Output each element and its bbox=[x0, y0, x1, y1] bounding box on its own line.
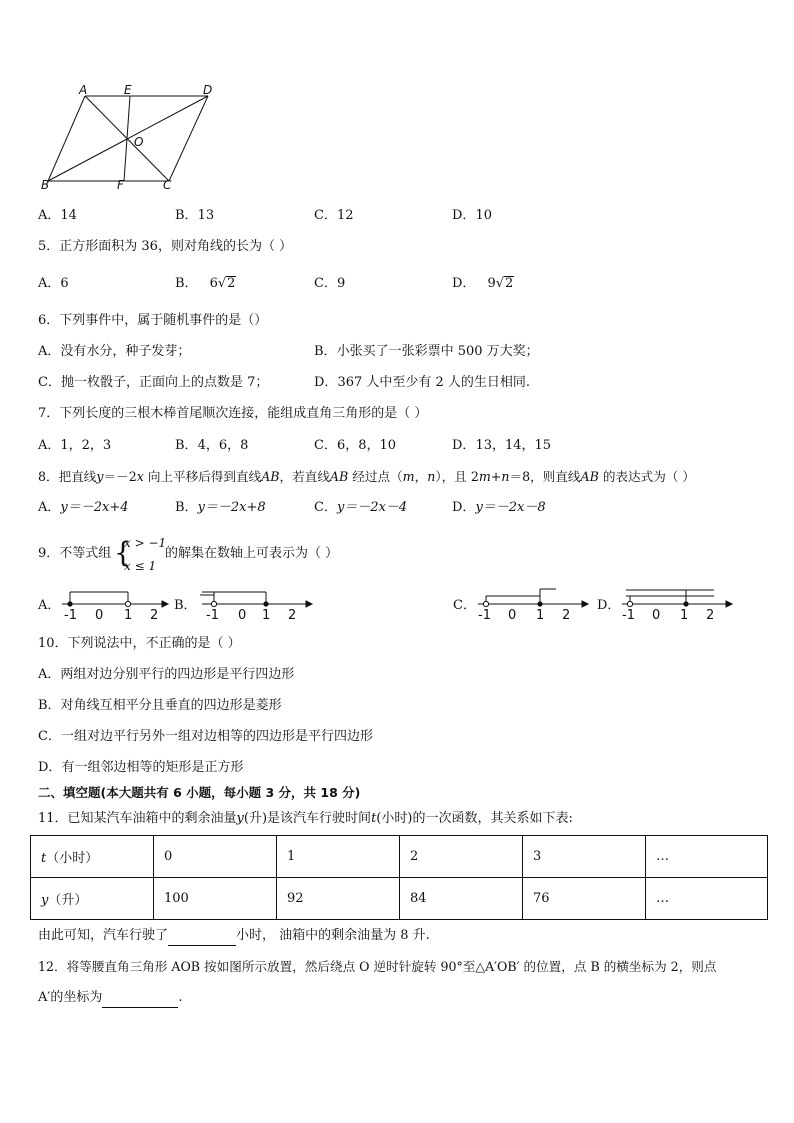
table-row bbox=[31, 878, 768, 920]
q10-stem: 10．下列说法中，不正确的是（ ） bbox=[38, 636, 241, 651]
q11-answer-line: 由此可知，汽车行驶了 小时， 油箱中的剩余油量为 8 升. bbox=[38, 927, 430, 946]
inequality-brace: { bbox=[114, 536, 132, 569]
q8-option-d[interactable]: D．y＝－2x－8 bbox=[452, 500, 546, 515]
label-B: B bbox=[41, 178, 50, 192]
svg-text:1: 1 bbox=[536, 608, 545, 622]
q5-option-b[interactable]: B． 6√2 bbox=[175, 276, 236, 291]
label-D: D bbox=[203, 84, 213, 97]
svg-text:-1: -1 bbox=[622, 608, 635, 622]
q5-option-a[interactable]: A．6 bbox=[38, 276, 69, 291]
table-cell: t（小时） bbox=[31, 836, 154, 878]
label-E: E bbox=[124, 84, 132, 97]
q11-stem: 11．已知某汽车油箱中的剩余油量y(升)是该汽车行驶时间t(小时)的一次函数，其关系如下表: bbox=[38, 811, 573, 826]
q11-table bbox=[30, 835, 768, 920]
q9-stem-suffix: 的解集在数轴上可表示为（ ） bbox=[165, 546, 339, 561]
section-title: 二、填空题(本大题共有 6 小题，每小题 3 分，共 18 分) bbox=[38, 785, 361, 800]
q5-stem: 5．正方形面积为 36，则对角线的长为（ ） bbox=[38, 239, 293, 254]
label-A: A bbox=[79, 84, 88, 97]
svg-text:-1: -1 bbox=[478, 608, 491, 622]
q10-option-b[interactable]: B．对角线互相平分且垂直的四边形是菱形 bbox=[38, 698, 282, 713]
q4-option-a[interactable]: A．14 bbox=[38, 208, 77, 223]
q8-option-c[interactable]: C．y＝－2x－4 bbox=[314, 500, 408, 515]
q10-option-a[interactable]: A．两组对边分别平行的四边形是平行四边形 bbox=[38, 667, 295, 682]
svg-text:-1: -1 bbox=[206, 608, 219, 622]
label-F: F bbox=[117, 178, 124, 192]
q6-stem: 6．下列事件中，属于随机事件的是（） bbox=[38, 313, 268, 328]
numberline-b bbox=[198, 584, 314, 622]
q4-option-d[interactable]: D．10 bbox=[452, 208, 492, 223]
edge-ab bbox=[48, 96, 85, 181]
numberline-d bbox=[618, 584, 734, 622]
table-cell: 0 bbox=[154, 836, 277, 878]
numberline-a bbox=[58, 584, 170, 622]
svg-text:0: 0 bbox=[95, 608, 104, 622]
segment-ef bbox=[124, 96, 130, 181]
q7-option-b[interactable]: B．4，6，8 bbox=[175, 438, 249, 453]
q6-option-a[interactable]: A．没有水分，种子发芽； bbox=[38, 344, 191, 359]
q8-stem: 8．把直线y＝－2x 向上平移后得到直线AB，若直线AB 经过点（m，n），且 2m+n＝8，则直线AB 的表达式为（ ） bbox=[38, 469, 695, 484]
q4-option-c[interactable]: C．12 bbox=[314, 208, 354, 223]
q9-option-b[interactable]: B． bbox=[174, 598, 197, 613]
svg-text:2: 2 bbox=[150, 608, 159, 622]
q10-option-c[interactable]: C．一组对边平行另外一组对边相等的四边形是平行四边形 bbox=[38, 729, 373, 744]
table-cell: … bbox=[646, 878, 768, 920]
q9-option-d[interactable]: D． bbox=[597, 598, 621, 613]
svg-text:2: 2 bbox=[706, 608, 715, 622]
inequality-line-2: x ≤ 1 bbox=[124, 559, 157, 573]
svg-text:1: 1 bbox=[124, 608, 133, 622]
table-cell: 100 bbox=[154, 878, 277, 920]
q12-line-1: 12．将等腰直角三角形 AOB 按如图所示放置，然后绕点 O 逆时针旋转 90°至△A′OB′ 的位置，点 B 的横坐标为 2，则点 bbox=[38, 959, 717, 974]
q7-stem: 7．下列长度的三根木棒首尾顺次连接，能组成直角三角形的是（ ） bbox=[38, 406, 428, 421]
q6-option-d[interactable]: D．367 人中至少有 2 人的生日相同. bbox=[314, 375, 531, 390]
inequality-line-1: x > −1 bbox=[124, 536, 167, 550]
q5-option-c[interactable]: C．9 bbox=[314, 276, 346, 291]
table-row bbox=[31, 836, 768, 878]
answer-blank[interactable] bbox=[168, 927, 236, 946]
svg-text:1: 1 bbox=[680, 608, 689, 622]
answer-blank[interactable] bbox=[102, 989, 178, 1008]
q9-option-c[interactable]: C． bbox=[453, 598, 476, 613]
table-cell: 76 bbox=[523, 878, 646, 920]
svg-text:0: 0 bbox=[652, 608, 661, 622]
q4-option-b[interactable]: B．13 bbox=[175, 208, 215, 223]
svg-text:2: 2 bbox=[288, 608, 297, 622]
q9-option-a[interactable]: A． bbox=[38, 598, 61, 613]
svg-text:0: 0 bbox=[238, 608, 247, 622]
q8-option-b[interactable]: B．y＝－2x+8 bbox=[175, 500, 266, 515]
table-cell: 2 bbox=[400, 836, 523, 878]
table-cell: 1 bbox=[277, 836, 400, 878]
parallelogram-figure bbox=[36, 84, 226, 192]
edge-dc bbox=[169, 96, 208, 181]
q6-option-b[interactable]: B．小张买了一张彩票中 500 万大奖； bbox=[314, 344, 539, 359]
label-C: C bbox=[163, 178, 172, 192]
sqrt-radicand: 2 bbox=[505, 276, 514, 291]
q7-option-d[interactable]: D．13，14，15 bbox=[452, 438, 552, 453]
q5-option-d[interactable]: D． 9√2 bbox=[452, 276, 514, 291]
svg-text:2: 2 bbox=[562, 608, 571, 622]
table-cell: 92 bbox=[277, 878, 400, 920]
sqrt-radicand: 2 bbox=[227, 276, 236, 291]
q7-option-a[interactable]: A．1，2，3 bbox=[38, 438, 112, 453]
table-cell: y（升） bbox=[31, 878, 154, 920]
svg-text:0: 0 bbox=[508, 608, 517, 622]
table-cell: 84 bbox=[400, 878, 523, 920]
label-O: O bbox=[134, 135, 144, 149]
diagonal-bd bbox=[48, 96, 208, 181]
svg-text:1: 1 bbox=[262, 608, 271, 622]
q12-line-2: A′的坐标为 . bbox=[38, 989, 182, 1008]
q8-option-a[interactable]: A．y＝－2x+4 bbox=[38, 500, 129, 515]
svg-text:-1: -1 bbox=[64, 608, 77, 622]
q6-option-c[interactable]: C．抛一枚骰子，正面向上的点数是 7； bbox=[38, 375, 269, 390]
q10-option-d[interactable]: D．有一组邻边相等的矩形是正方形 bbox=[38, 760, 244, 775]
numberline-c bbox=[474, 584, 590, 622]
q7-option-c[interactable]: C．6，8，10 bbox=[314, 438, 397, 453]
q9-stem-prefix: 9．不等式组 bbox=[38, 546, 112, 561]
table-cell: 3 bbox=[523, 836, 646, 878]
table-cell: … bbox=[646, 836, 768, 878]
